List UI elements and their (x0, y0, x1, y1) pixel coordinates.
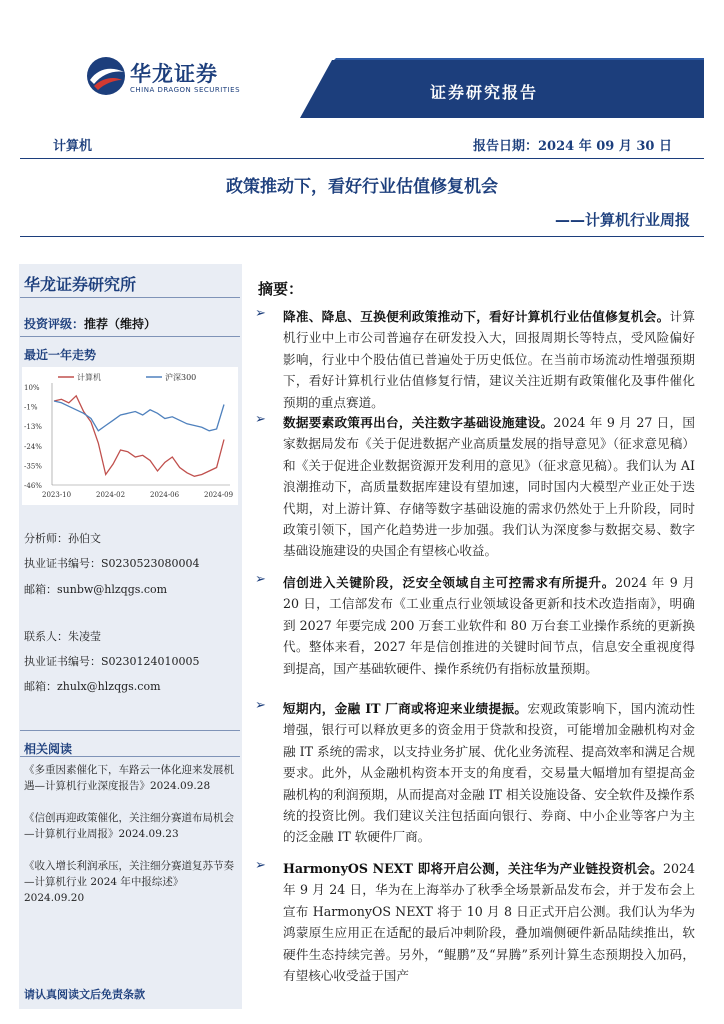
bullet-heading: 信创进入关键阶段，泛安全领域自主可控需求有所提升。 (283, 575, 615, 590)
y-tick-label: -24% (24, 442, 42, 451)
arrow-bullet-icon: ➢ (255, 306, 266, 321)
x-tick-label: 2023-10 (42, 491, 72, 499)
sidebar-divider (20, 297, 240, 298)
bullet-body: 2024 年 9 月 20 日，工信部发布《工业重点行业领域设备更新和技术改造指南》，明确到 2027 年要完成 200 万套工业软件和 80 万台套工业操作系统的更新换代。整体来看，2027 年是信创推进的关键时间节点，信息安全重视度得到提高，国产基础软硬件、操作系统仍有指标放量预期。 (283, 575, 696, 676)
rating-value: 推荐（维持） (84, 317, 157, 331)
disclaimer-note: 请认真阅读文后免责条款 (24, 988, 145, 1001)
summary-bullet (255, 412, 695, 562)
summary-title: 摘要： (258, 280, 304, 298)
summary-bullet (255, 698, 695, 848)
bullet-body: 2024 年 9 月 24 日，华为在上海举办了秋季全场景新品发布会，并于发布会上宣布 HarmonyOS NEXT 将于 10 月 8 日正式开启公测。我们认为华为鸿蒙原生应用正在适配的最后冲刺阶段，叠加端侧硬件新品陆续推出，软硬件生态持续完善。另外，“鲲鹏”及“昇腾”系列计算生态预期投入加码，有望核心收受益于国产 (283, 861, 695, 984)
analyst-email[interactable]: 邮箱：sunbw@hlzqgs.com (24, 583, 168, 596)
logo-icon (84, 54, 128, 98)
related-report[interactable]: 《信创再迎政策催化，关注细分赛道布局机会—计算机行业周报》2024.09.23 (24, 812, 234, 840)
summary-bullet (255, 858, 695, 986)
x-tick-label: 2024-06 (150, 491, 180, 499)
sidebar-divider (20, 756, 240, 757)
y-tick-label: -1% (24, 403, 38, 412)
logo-name: 华龙证券 (130, 62, 218, 86)
trend-title: 最近一年走势 (24, 348, 97, 362)
report-subtitle: ——计算机行业周报 (554, 211, 690, 229)
banner-accent (334, 58, 704, 60)
summary-bullet (255, 306, 695, 413)
summary-bullet (255, 572, 695, 679)
legend-label: 计算机 (77, 373, 101, 382)
x-tick-label: 2024-09 (204, 491, 234, 499)
analyst-license: 执业证书编号：S0230523080004 (24, 557, 200, 570)
analyst-name: 分析师：孙伯文 (24, 532, 101, 545)
logo-english-name: CHINA DRAGON SECURITIES (130, 86, 241, 94)
sidebar-divider (20, 730, 240, 731)
arrow-bullet-icon: ➢ (255, 698, 266, 713)
institute-name: 华龙证券研究所 (24, 275, 137, 294)
report-type-banner: 证券研究报告 (430, 83, 539, 102)
y-tick-label: 10% (24, 384, 40, 392)
related-report[interactable]: 《多重因素催化下，车路云一体化迎来发展机遇—计算机行业深度报告》2024.09.28 (24, 764, 234, 792)
y-tick-label: -13% (24, 423, 42, 432)
chart-background (22, 367, 238, 505)
related-report[interactable]: 《收入增长利润承压，关注细分赛道复苏节奏—计算机行业 2024 年中报综述》2024.09.20 (24, 860, 234, 904)
bullet-heading: 降准、降息、互换便利政策推动下，看好计算机行业估值修复机会。 (283, 309, 670, 324)
y-tick-label: -46% (24, 482, 42, 490)
related-reading-title: 相关阅读 (24, 742, 73, 756)
bullet-heading: 数据要素政策再出台，关注数字基础设施建设。 (283, 415, 554, 430)
x-tick-label: 2024-02 (96, 491, 126, 499)
legend-label: 沪深300 (165, 373, 197, 382)
trend-chart (22, 367, 238, 505)
title-divider (20, 236, 704, 237)
bullet-body: 宏观政策影响下，国内流动性增强，银行可以释放更多的资金用于贷款和投资，可能增加金融机构对金融 IT 系统的需求，以支持业务扩展、优化业务流程、提高效率和满足合规要求。此外，从金融机构资本开支的角度看，交易量大幅增加有望提高金融机构的利润预期，从而提高对金融 IT 相关设施设备、安全软件及操作系统的投资比例。我们建议关注包括面向银行、券商、中小企业等客户为主的泛金融 IT 软硬件厂商。 (283, 701, 695, 845)
bullet-heading: 短期内，金融 IT 厂商或将迎来业绩提振。 (283, 701, 528, 716)
investment-rating (24, 315, 156, 332)
sidebar-divider (20, 336, 240, 337)
arrow-bullet-icon: ➢ (255, 572, 266, 587)
contact-license: 执业证书编号：S0230124010005 (24, 655, 200, 668)
report-title: 政策推动下，看好行业估值修复机会 (226, 177, 498, 197)
arrow-bullet-icon: ➢ (255, 412, 266, 427)
bullet-heading: HarmonyOS NEXT 即将开启公测，关注华为产业链投资机会。 (283, 861, 663, 876)
bullet-body: 计算机行业中上市公司普遍存在研发投入大，回报周期长等特点，受风险偏好影响，行业中个股估值已普遍处于历史低位。在当前市场流动性增强预期下，看好计算机行业估值修复行情，建议关注近期有政策催化及事件催化预期的重点赛道。 (283, 309, 696, 410)
industry-label: 计算机 (53, 139, 93, 154)
arrow-bullet-icon: ➢ (255, 858, 266, 873)
bullet-body: 2024 年 9 月 27 日，国家数据局发布《关于促进数据产业高质量发展的指导意见》（征求意见稿）和《关于促进企业数据资源开发利用的意见》（征求意见稿）。我们认为 AI 浪潮推动下，高质量数据库建设有望加速，同时国内大模型产业正处于迭代期，对上游计算、存储等数字基础设施的需求仍然处于上升阶段，同时政策引领下，国产化趋势进一步加强。我们认为深度参与数据交易、数字基础设施建设的央国企有望核心收益。 (283, 415, 695, 559)
rating-label: 投资评级： (24, 317, 85, 331)
contact-email[interactable]: 邮箱：zhulx@hlzqgs.com (24, 680, 161, 693)
header-divider (20, 158, 704, 159)
report-date: 报告日期：2024 年 09 月 30 日 (473, 139, 672, 154)
y-tick-label: -35% (24, 462, 42, 471)
contact-name: 联系人：朱凌莹 (24, 630, 101, 643)
